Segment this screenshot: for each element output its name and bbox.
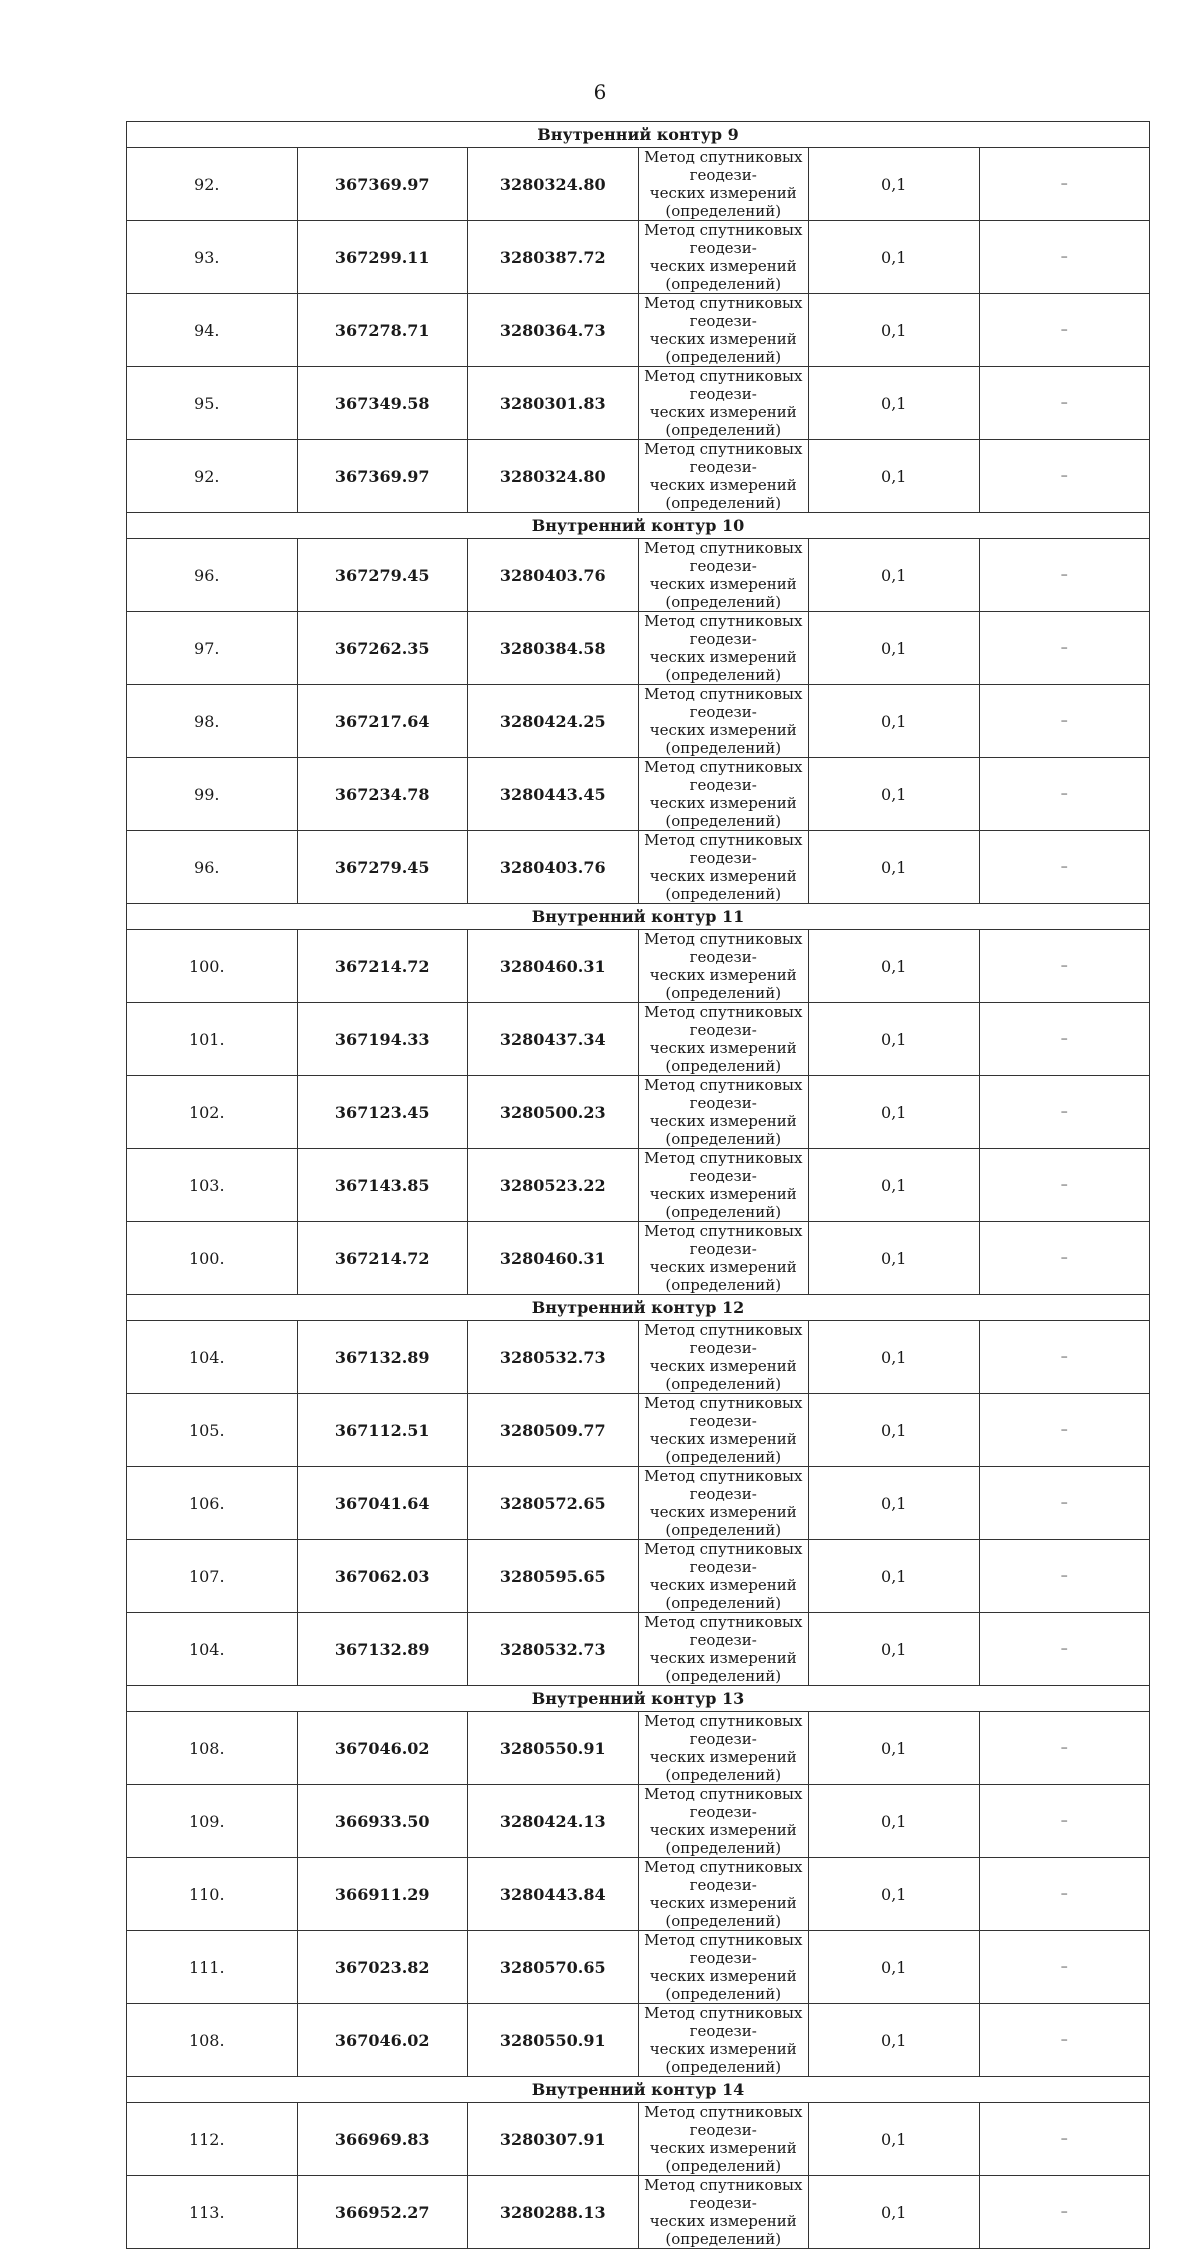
x-coordinate-cell: 367349.58 bbox=[297, 367, 468, 440]
point-number-cell: 104. bbox=[127, 1321, 298, 1394]
method-cell bbox=[638, 1394, 809, 1467]
method-text-line-1: Метод спутниковых геодези- bbox=[644, 367, 803, 403]
method-text-line-1: Метод спутниковых геодези- bbox=[644, 539, 803, 575]
point-number-cell: 103. bbox=[127, 1149, 298, 1222]
table-row bbox=[127, 1321, 1150, 1394]
method-text-line-2: ческих измерений (определений) bbox=[649, 476, 797, 512]
coordinates-table-body bbox=[127, 122, 1150, 2249]
description-cell: – bbox=[979, 294, 1150, 367]
method-text-line-1: Метод спутниковых геодези- bbox=[644, 1931, 803, 1967]
description-cell: – bbox=[979, 1394, 1150, 1467]
description-cell: – bbox=[979, 685, 1150, 758]
method-cell bbox=[638, 1785, 809, 1858]
method-cell bbox=[638, 294, 809, 367]
method-text-line-2: ческих измерений (определений) bbox=[649, 575, 797, 611]
point-number-cell: 96. bbox=[127, 831, 298, 904]
y-coordinate-cell: 3280364.73 bbox=[468, 294, 639, 367]
y-coordinate-cell: 3280301.83 bbox=[468, 367, 639, 440]
accuracy-cell: 0,1 bbox=[809, 294, 980, 367]
point-number-cell: 98. bbox=[127, 685, 298, 758]
x-coordinate-cell: 367369.97 bbox=[297, 148, 468, 221]
method-cell bbox=[638, 221, 809, 294]
point-number-cell: 110. bbox=[127, 1858, 298, 1931]
section-header-row bbox=[127, 513, 1150, 539]
y-coordinate-cell: 3280572.65 bbox=[468, 1467, 639, 1540]
y-coordinate-cell: 3280532.73 bbox=[468, 1321, 639, 1394]
method-text-line-2: ческих измерений (определений) bbox=[649, 2040, 797, 2076]
x-coordinate-cell: 367279.45 bbox=[297, 831, 468, 904]
method-text-line-2: ческих измерений (определений) bbox=[649, 257, 797, 293]
method-cell bbox=[638, 1003, 809, 1076]
x-coordinate-cell: 366969.83 bbox=[297, 2103, 468, 2176]
table-row bbox=[127, 612, 1150, 685]
table-row bbox=[127, 1712, 1150, 1785]
method-text-line-1: Метод спутниковых геодези- bbox=[644, 294, 803, 330]
method-cell bbox=[638, 1931, 809, 2004]
method-text-line-2: ческих измерений (определений) bbox=[649, 1112, 797, 1148]
section-title: Внутренний контур 12 bbox=[127, 1295, 1150, 1321]
table-row bbox=[127, 1222, 1150, 1295]
method-cell bbox=[638, 148, 809, 221]
point-number-cell: 97. bbox=[127, 612, 298, 685]
section-title: Внутренний контур 10 bbox=[127, 513, 1150, 539]
point-number-cell: 95. bbox=[127, 367, 298, 440]
method-text-line-2: ческих измерений (определений) bbox=[649, 1039, 797, 1075]
point-number-cell: 109. bbox=[127, 1785, 298, 1858]
y-coordinate-cell: 3280550.91 bbox=[468, 1712, 639, 1785]
section-header-row bbox=[127, 1686, 1150, 1712]
table-row bbox=[127, 2103, 1150, 2176]
method-text-line-2: ческих измерений (определений) bbox=[649, 648, 797, 684]
method-cell bbox=[638, 1076, 809, 1149]
description-cell: – bbox=[979, 1003, 1150, 1076]
description-cell: – bbox=[979, 758, 1150, 831]
accuracy-cell: 0,1 bbox=[809, 1858, 980, 1931]
method-cell bbox=[638, 1613, 809, 1686]
table-row bbox=[127, 685, 1150, 758]
method-text-line-1: Метод спутниковых геодези- bbox=[644, 1076, 803, 1112]
accuracy-cell: 0,1 bbox=[809, 367, 980, 440]
method-cell bbox=[638, 685, 809, 758]
x-coordinate-cell: 367132.89 bbox=[297, 1321, 468, 1394]
x-coordinate-cell: 367262.35 bbox=[297, 612, 468, 685]
method-text-line-1: Метод спутниковых геодези- bbox=[644, 1785, 803, 1821]
method-text-line-1: Метод спутниковых геодези- bbox=[644, 2103, 803, 2139]
accuracy-cell: 0,1 bbox=[809, 1222, 980, 1295]
method-text-line-1: Метод спутниковых геодези- bbox=[644, 1613, 803, 1649]
y-coordinate-cell: 3280570.65 bbox=[468, 1931, 639, 2004]
table-row bbox=[127, 367, 1150, 440]
point-number-cell: 108. bbox=[127, 2004, 298, 2077]
description-cell: – bbox=[979, 1149, 1150, 1222]
table-row bbox=[127, 930, 1150, 1003]
description-cell: – bbox=[979, 2103, 1150, 2176]
description-cell: – bbox=[979, 1712, 1150, 1785]
table-row bbox=[127, 2004, 1150, 2077]
method-cell bbox=[638, 831, 809, 904]
x-coordinate-cell: 367046.02 bbox=[297, 1712, 468, 1785]
method-text-line-1: Метод спутниковых геодези- bbox=[644, 1712, 803, 1748]
method-text-line-1: Метод спутниковых геодези- bbox=[644, 1858, 803, 1894]
table-row bbox=[127, 1003, 1150, 1076]
method-cell bbox=[638, 1222, 809, 1295]
table-row bbox=[127, 221, 1150, 294]
accuracy-cell: 0,1 bbox=[809, 1785, 980, 1858]
method-cell bbox=[638, 367, 809, 440]
method-text-line-2: ческих измерений (определений) bbox=[649, 184, 797, 220]
x-coordinate-cell: 367062.03 bbox=[297, 1540, 468, 1613]
y-coordinate-cell: 3280437.34 bbox=[468, 1003, 639, 1076]
method-cell bbox=[638, 1149, 809, 1222]
accuracy-cell: 0,1 bbox=[809, 539, 980, 612]
x-coordinate-cell: 367046.02 bbox=[297, 2004, 468, 2077]
y-coordinate-cell: 3280532.73 bbox=[468, 1613, 639, 1686]
y-coordinate-cell: 3280387.72 bbox=[468, 221, 639, 294]
method-text-line-1: Метод спутниковых геодези- bbox=[644, 758, 803, 794]
description-cell: – bbox=[979, 831, 1150, 904]
point-number-cell: 102. bbox=[127, 1076, 298, 1149]
y-coordinate-cell: 3280384.58 bbox=[468, 612, 639, 685]
accuracy-cell: 0,1 bbox=[809, 1540, 980, 1613]
accuracy-cell: 0,1 bbox=[809, 685, 980, 758]
method-text-line-2: ческих измерений (определений) bbox=[649, 1894, 797, 1930]
method-text-line-2: ческих измерений (определений) bbox=[649, 867, 797, 903]
method-text-line-2: ческих измерений (определений) bbox=[649, 2212, 797, 2248]
point-number-cell: 101. bbox=[127, 1003, 298, 1076]
description-cell: – bbox=[979, 1858, 1150, 1931]
section-title: Внутренний контур 11 bbox=[127, 904, 1150, 930]
method-text-line-1: Метод спутниковых геодези- bbox=[644, 612, 803, 648]
table-row bbox=[127, 1467, 1150, 1540]
method-text-line-1: Метод спутниковых геодези- bbox=[644, 440, 803, 476]
accuracy-cell: 0,1 bbox=[809, 1613, 980, 1686]
point-number-cell: 99. bbox=[127, 758, 298, 831]
x-coordinate-cell: 367369.97 bbox=[297, 440, 468, 513]
method-text-line-1: Метод спутниковых геодези- bbox=[644, 1222, 803, 1258]
method-cell bbox=[638, 1858, 809, 1931]
description-cell: – bbox=[979, 1467, 1150, 1540]
x-coordinate-cell: 367194.33 bbox=[297, 1003, 468, 1076]
section-header-row bbox=[127, 2077, 1150, 2103]
method-text-line-1: Метод спутниковых геодези- bbox=[644, 1321, 803, 1357]
y-coordinate-cell: 3280460.31 bbox=[468, 930, 639, 1003]
accuracy-cell: 0,1 bbox=[809, 758, 980, 831]
accuracy-cell: 0,1 bbox=[809, 440, 980, 513]
accuracy-cell: 0,1 bbox=[809, 1467, 980, 1540]
x-coordinate-cell: 367132.89 bbox=[297, 1613, 468, 1686]
point-number-cell: 96. bbox=[127, 539, 298, 612]
point-number-cell: 104. bbox=[127, 1613, 298, 1686]
table-row bbox=[127, 1931, 1150, 2004]
table-row bbox=[127, 2176, 1150, 2249]
accuracy-cell: 0,1 bbox=[809, 221, 980, 294]
description-cell: – bbox=[979, 1540, 1150, 1613]
method-text-line-2: ческих измерений (определений) bbox=[649, 1821, 797, 1857]
method-text-line-1: Метод спутниковых геодези- bbox=[644, 148, 803, 184]
method-text-line-1: Метод спутниковых геодези- bbox=[644, 685, 803, 721]
method-cell bbox=[638, 440, 809, 513]
y-coordinate-cell: 3280509.77 bbox=[468, 1394, 639, 1467]
method-text-line-1: Метод спутниковых геодези- bbox=[644, 930, 803, 966]
description-cell: – bbox=[979, 1613, 1150, 1686]
x-coordinate-cell: 366952.27 bbox=[297, 2176, 468, 2249]
x-coordinate-cell: 367023.82 bbox=[297, 1931, 468, 2004]
method-text-line-2: ческих измерений (определений) bbox=[649, 721, 797, 757]
y-coordinate-cell: 3280307.91 bbox=[468, 2103, 639, 2176]
description-cell: – bbox=[979, 612, 1150, 685]
description-cell: – bbox=[979, 1785, 1150, 1858]
description-cell: – bbox=[979, 1931, 1150, 2004]
description-cell: – bbox=[979, 367, 1150, 440]
point-number-cell: 92. bbox=[127, 148, 298, 221]
point-number-cell: 105. bbox=[127, 1394, 298, 1467]
method-text-line-1: Метод спутниковых геодези- bbox=[644, 1540, 803, 1576]
accuracy-cell: 0,1 bbox=[809, 2176, 980, 2249]
section-title: Внутренний контур 14 bbox=[127, 2077, 1150, 2103]
method-text-line-2: ческих измерений (определений) bbox=[649, 2139, 797, 2175]
method-cell bbox=[638, 1540, 809, 1613]
section-title: Внутренний контур 13 bbox=[127, 1686, 1150, 1712]
method-text-line-1: Метод спутниковых геодези- bbox=[644, 2176, 803, 2212]
method-text-line-2: ческих измерений (определений) bbox=[649, 1649, 797, 1685]
method-text-line-1: Метод спутниковых геодези- bbox=[644, 2004, 803, 2040]
accuracy-cell: 0,1 bbox=[809, 148, 980, 221]
table-row bbox=[127, 1540, 1150, 1613]
accuracy-cell: 0,1 bbox=[809, 1076, 980, 1149]
x-coordinate-cell: 366933.50 bbox=[297, 1785, 468, 1858]
y-coordinate-cell: 3280424.13 bbox=[468, 1785, 639, 1858]
point-number-cell: 111. bbox=[127, 1931, 298, 2004]
method-text-line-1: Метод спутниковых геодези- bbox=[644, 221, 803, 257]
method-text-line-2: ческих измерений (определений) bbox=[649, 1430, 797, 1466]
y-coordinate-cell: 3280403.76 bbox=[468, 831, 639, 904]
description-cell: – bbox=[979, 1222, 1150, 1295]
accuracy-cell: 0,1 bbox=[809, 1394, 980, 1467]
x-coordinate-cell: 367112.51 bbox=[297, 1394, 468, 1467]
x-coordinate-cell: 367278.71 bbox=[297, 294, 468, 367]
table-row bbox=[127, 831, 1150, 904]
x-coordinate-cell: 367217.64 bbox=[297, 685, 468, 758]
y-coordinate-cell: 3280403.76 bbox=[468, 539, 639, 612]
method-cell bbox=[638, 612, 809, 685]
accuracy-cell: 0,1 bbox=[809, 1003, 980, 1076]
x-coordinate-cell: 367234.78 bbox=[297, 758, 468, 831]
method-cell bbox=[638, 1467, 809, 1540]
method-text-line-2: ческих измерений (определений) bbox=[649, 1748, 797, 1784]
description-cell: – bbox=[979, 148, 1150, 221]
method-text-line-1: Метод спутниковых геодези- bbox=[644, 831, 803, 867]
method-text-line-2: ческих измерений (определений) bbox=[649, 966, 797, 1002]
point-number-cell: 100. bbox=[127, 930, 298, 1003]
point-number-cell: 94. bbox=[127, 294, 298, 367]
table-row bbox=[127, 1785, 1150, 1858]
x-coordinate-cell: 367123.45 bbox=[297, 1076, 468, 1149]
point-number-cell: 112. bbox=[127, 2103, 298, 2176]
y-coordinate-cell: 3280443.45 bbox=[468, 758, 639, 831]
y-coordinate-cell: 3280595.65 bbox=[468, 1540, 639, 1613]
point-number-cell: 107. bbox=[127, 1540, 298, 1613]
method-text-line-2: ческих измерений (определений) bbox=[649, 794, 797, 830]
x-coordinate-cell: 367214.72 bbox=[297, 1222, 468, 1295]
method-cell bbox=[638, 1712, 809, 1785]
method-text-line-2: ческих измерений (определений) bbox=[649, 403, 797, 439]
table-row bbox=[127, 758, 1150, 831]
method-cell bbox=[638, 1321, 809, 1394]
y-coordinate-cell: 3280523.22 bbox=[468, 1149, 639, 1222]
point-number-cell: 92. bbox=[127, 440, 298, 513]
method-text-line-2: ческих измерений (определений) bbox=[649, 1576, 797, 1612]
coordinates-table bbox=[126, 121, 1150, 2249]
method-cell bbox=[638, 2176, 809, 2249]
method-text-line-1: Метод спутниковых геодези- bbox=[644, 1149, 803, 1185]
method-text-line-2: ческих измерений (определений) bbox=[649, 330, 797, 366]
y-coordinate-cell: 3280324.80 bbox=[468, 148, 639, 221]
description-cell: – bbox=[979, 221, 1150, 294]
x-coordinate-cell: 367299.11 bbox=[297, 221, 468, 294]
point-number-cell: 93. bbox=[127, 221, 298, 294]
section-title: Внутренний контур 9 bbox=[127, 122, 1150, 148]
accuracy-cell: 0,1 bbox=[809, 930, 980, 1003]
point-number-cell: 108. bbox=[127, 1712, 298, 1785]
y-coordinate-cell: 3280288.13 bbox=[468, 2176, 639, 2249]
method-text-line-2: ческих измерений (определений) bbox=[649, 1185, 797, 1221]
point-number-cell: 113. bbox=[127, 2176, 298, 2249]
accuracy-cell: 0,1 bbox=[809, 1149, 980, 1222]
accuracy-cell: 0,1 bbox=[809, 2004, 980, 2077]
section-header-row bbox=[127, 1295, 1150, 1321]
point-number-cell: 100. bbox=[127, 1222, 298, 1295]
description-cell: – bbox=[979, 930, 1150, 1003]
y-coordinate-cell: 3280324.80 bbox=[468, 440, 639, 513]
method-cell bbox=[638, 758, 809, 831]
method-text-line-1: Метод спутниковых геодези- bbox=[644, 1467, 803, 1503]
table-row bbox=[127, 1149, 1150, 1222]
method-cell bbox=[638, 539, 809, 612]
method-text-line-1: Метод спутниковых геодези- bbox=[644, 1394, 803, 1430]
method-text-line-2: ческих измерений (определений) bbox=[649, 1967, 797, 2003]
page-number: 6 bbox=[593, 80, 607, 104]
method-cell bbox=[638, 2103, 809, 2176]
table-row bbox=[127, 1076, 1150, 1149]
y-coordinate-cell: 3280550.91 bbox=[468, 2004, 639, 2077]
table-row bbox=[127, 1613, 1150, 1686]
description-cell: – bbox=[979, 2004, 1150, 2077]
accuracy-cell: 0,1 bbox=[809, 831, 980, 904]
table-row bbox=[127, 1858, 1150, 1931]
description-cell: – bbox=[979, 539, 1150, 612]
y-coordinate-cell: 3280443.84 bbox=[468, 1858, 639, 1931]
point-number-cell: 106. bbox=[127, 1467, 298, 1540]
table-row bbox=[127, 294, 1150, 367]
method-text-line-2: ческих измерений (определений) bbox=[649, 1258, 797, 1294]
method-cell bbox=[638, 2004, 809, 2077]
y-coordinate-cell: 3280500.23 bbox=[468, 1076, 639, 1149]
accuracy-cell: 0,1 bbox=[809, 1931, 980, 2004]
method-text-line-1: Метод спутниковых геодези- bbox=[644, 1003, 803, 1039]
method-text-line-2: ческих измерений (определений) bbox=[649, 1503, 797, 1539]
section-header-row bbox=[127, 122, 1150, 148]
table-row bbox=[127, 440, 1150, 513]
x-coordinate-cell: 367214.72 bbox=[297, 930, 468, 1003]
description-cell: – bbox=[979, 440, 1150, 513]
method-text-line-2: ческих измерений (определений) bbox=[649, 1357, 797, 1393]
x-coordinate-cell: 366911.29 bbox=[297, 1858, 468, 1931]
table-row bbox=[127, 148, 1150, 221]
section-header-row bbox=[127, 904, 1150, 930]
description-cell: – bbox=[979, 1076, 1150, 1149]
description-cell: – bbox=[979, 1321, 1150, 1394]
y-coordinate-cell: 3280424.25 bbox=[468, 685, 639, 758]
accuracy-cell: 0,1 bbox=[809, 1712, 980, 1785]
table-row bbox=[127, 1394, 1150, 1467]
y-coordinate-cell: 3280460.31 bbox=[468, 1222, 639, 1295]
accuracy-cell: 0,1 bbox=[809, 1321, 980, 1394]
x-coordinate-cell: 367041.64 bbox=[297, 1467, 468, 1540]
x-coordinate-cell: 367279.45 bbox=[297, 539, 468, 612]
accuracy-cell: 0,1 bbox=[809, 612, 980, 685]
method-cell bbox=[638, 930, 809, 1003]
x-coordinate-cell: 367143.85 bbox=[297, 1149, 468, 1222]
accuracy-cell: 0,1 bbox=[809, 2103, 980, 2176]
description-cell: – bbox=[979, 2176, 1150, 2249]
table-row bbox=[127, 539, 1150, 612]
